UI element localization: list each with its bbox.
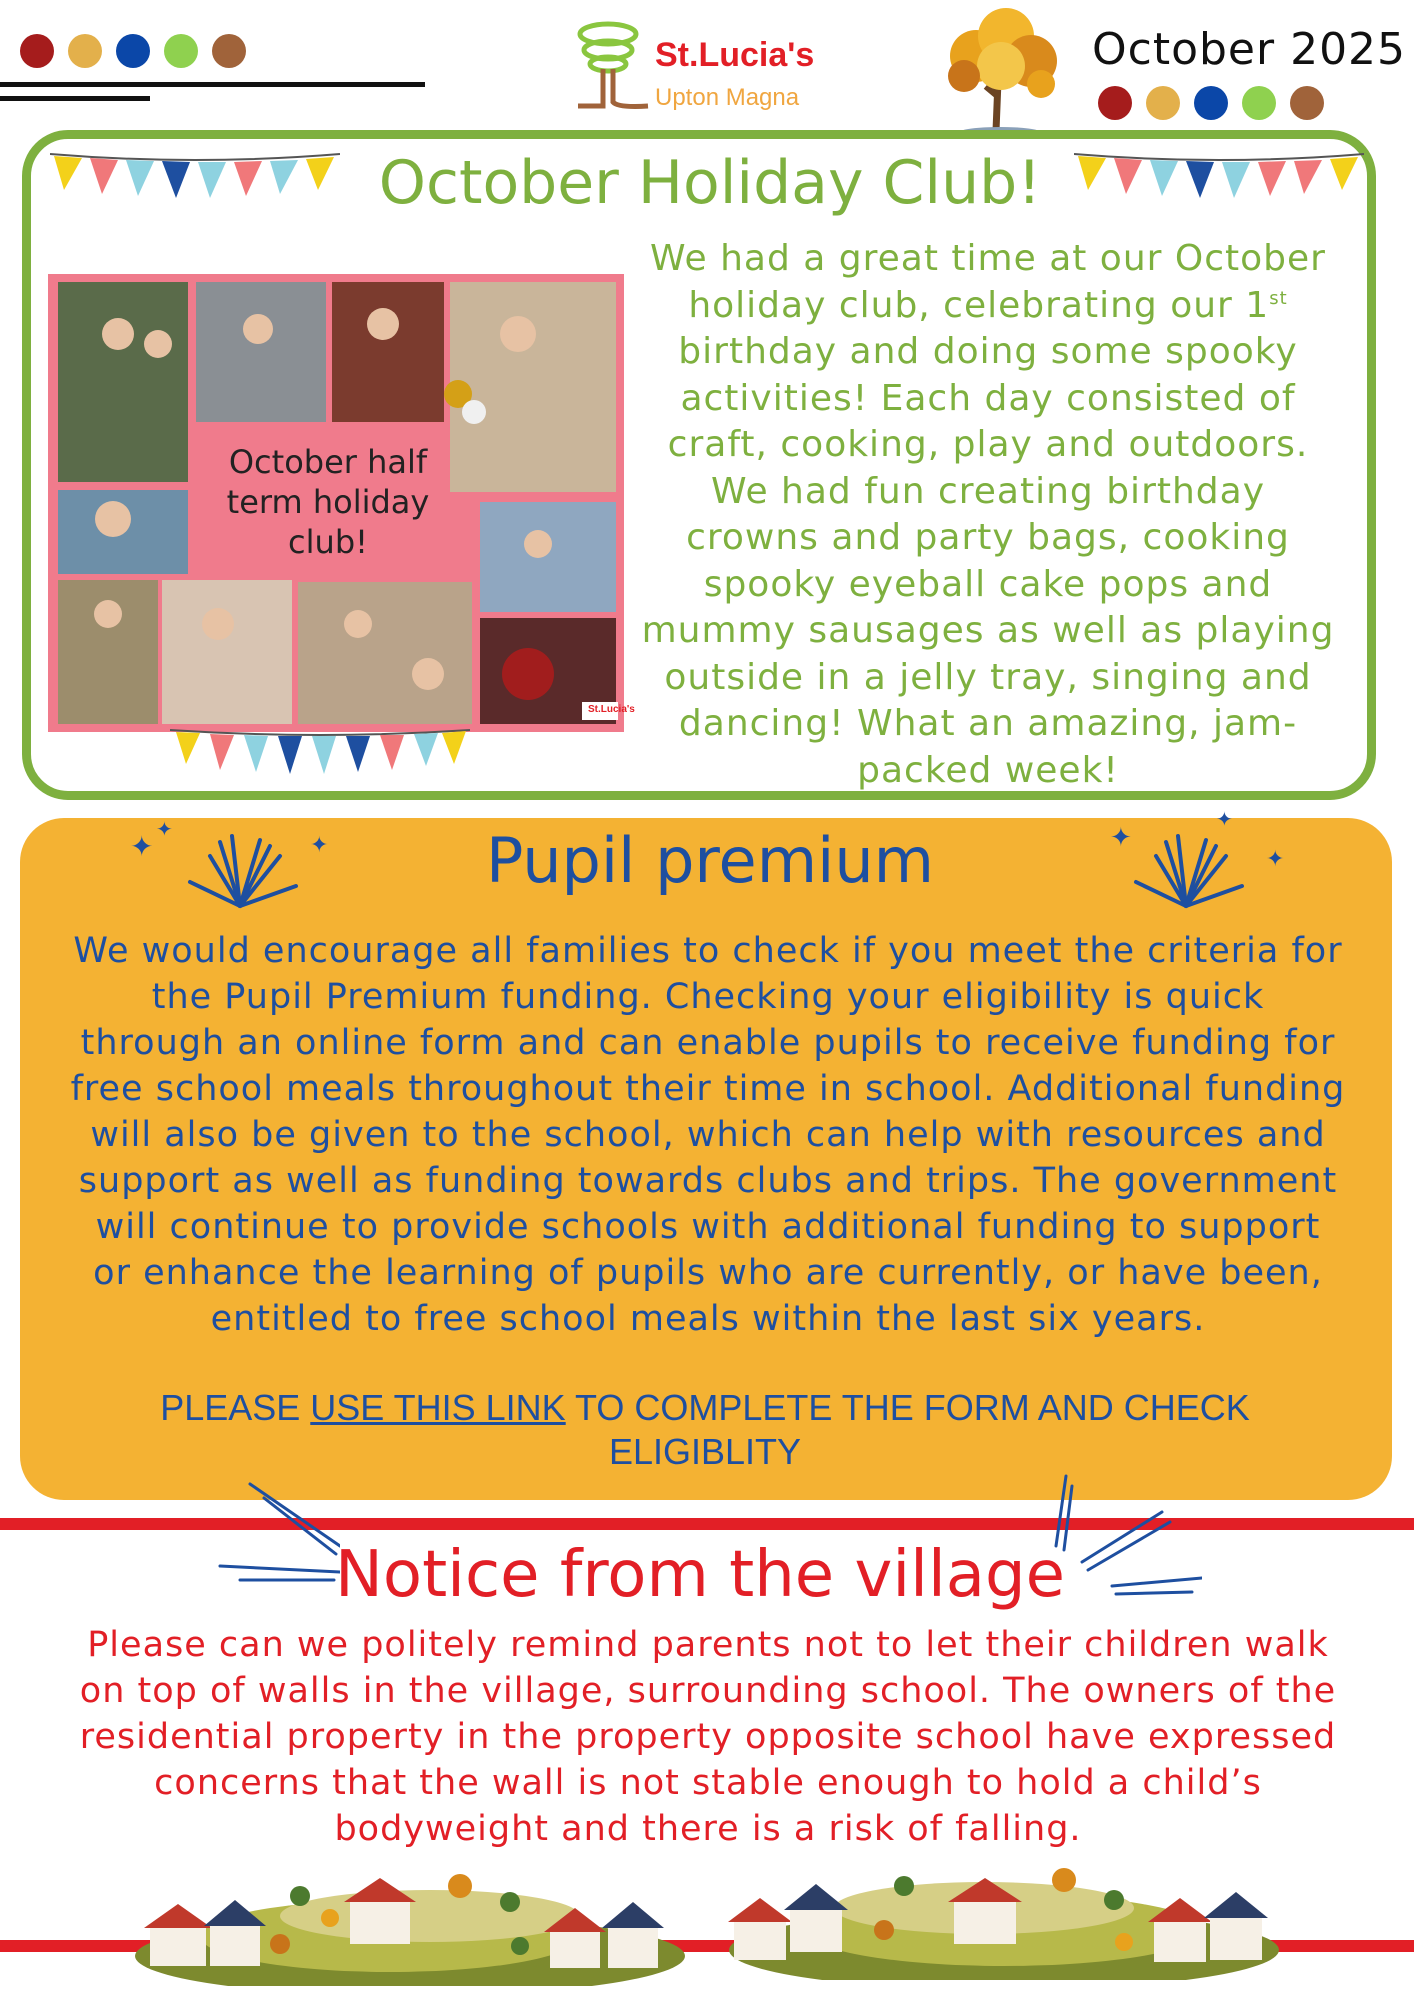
eligibility-form-link[interactable]: USE THIS LINK (310, 1387, 566, 1428)
body-line: free school meals throughout their time in school. Additional funding (70, 1069, 1346, 1109)
body-line: Please can we politely remind parents not to let their children walk (87, 1625, 1329, 1665)
collage-caption-line: club! (288, 523, 368, 561)
brand-location: Upton Magna (655, 84, 800, 111)
body-line: on top of walls in the village, surrounding school. The owners of the (79, 1671, 1337, 1711)
village-illustration-left-icon (130, 1856, 690, 1986)
header-rule-short (0, 96, 150, 101)
body-line: or enhance the learning of pupils who are currently, or have been, (93, 1253, 1323, 1293)
collage-caption-line: term holiday (226, 483, 430, 521)
dot-green (164, 34, 198, 68)
dot-brown (1290, 86, 1324, 120)
ordinal-suffix: st (1269, 287, 1288, 309)
body-line: We would encourage all families to check if you meet the criteria for (73, 931, 1343, 971)
collage-caption (198, 442, 458, 562)
svg-text:✦: ✦ (1266, 847, 1285, 872)
body-line: the Pupil Premium funding. Checking your eligibility is quick (151, 977, 1265, 1017)
body-line: packed week! (857, 749, 1119, 791)
village-illustration-right-icon (724, 1850, 1284, 1980)
bunting-left-icon (50, 150, 340, 210)
dot-green (1242, 86, 1276, 120)
collage-caption-line: October half (228, 443, 428, 481)
village-notice-body (30, 1622, 1386, 1852)
body-line: crowns and party bags, cooking (686, 517, 1290, 558)
body-line: craft, cooking, play and outdoors. (667, 424, 1309, 465)
brand-name: St.Lucia's (655, 36, 815, 74)
header-rule (0, 82, 425, 87)
body-line: We had fun creating birthday (710, 470, 1266, 512)
body-line: We had a great time at our October (650, 238, 1326, 279)
body-line: support as well as funding towards clubs and trips. The government (78, 1161, 1338, 1201)
village-notice-title: Notice from the village (335, 1538, 1065, 1612)
body-line: bodyweight and there is a risk of falling. (334, 1809, 1082, 1849)
dot-red (1098, 86, 1132, 120)
pupil-premium-call-to-action (120, 1386, 1290, 1474)
svg-text:✦: ✦ (156, 817, 173, 841)
bunting-right-icon (1074, 150, 1364, 210)
body-line: birthday and doing some spooky (678, 331, 1298, 372)
body-line: holiday club, celebrating our 1 (688, 284, 1270, 326)
body-line: residential property in the property opposite school have expressed (79, 1717, 1337, 1757)
autumn-tree-icon (936, 6, 1066, 138)
holiday-club-body (628, 236, 1348, 794)
svg-text:✦: ✦ (1216, 807, 1233, 831)
collage-logo-text: St.Lucia's (588, 704, 635, 715)
bunting-bottom-icon (170, 726, 470, 786)
dot-mustard (68, 34, 102, 68)
cta-text: PLEASE (160, 1387, 311, 1428)
header-color-dots (20, 34, 246, 68)
cta-line (120, 1386, 1290, 1430)
fireworks-left-icon (120, 806, 350, 916)
holiday-club-collage (48, 274, 635, 732)
body-line: activities! Each day consisted of (680, 377, 1296, 419)
body-line: mummy sausages as well as playing (641, 610, 1335, 651)
body-line: spooky eyeball cake pops and (703, 563, 1273, 605)
body-line: outside in a jelly tray, singing and (664, 656, 1312, 698)
dot-blue (116, 34, 150, 68)
body-line: concerns that the wall is not stable enough to hold a child’s (154, 1763, 1262, 1803)
cta-line-2: ELIGIBLITY (608, 1431, 802, 1472)
cta-text: TO COMPLETE THE FORM AND CHECK (565, 1387, 1250, 1428)
svg-text:✦: ✦ (310, 833, 329, 858)
body-line: will also be given to the school, which can help with resources and (90, 1115, 1326, 1155)
dot-brown (212, 34, 246, 68)
dot-mustard (1146, 86, 1180, 120)
body-line: will continue to provide schools with additional funding to support (95, 1207, 1321, 1247)
date-color-dots (1098, 86, 1324, 120)
body-line: through an online form and can enable pupils to receive funding for (80, 1023, 1336, 1063)
dot-blue (1194, 86, 1228, 120)
body-line: dancing! What an amazing, jam- (678, 703, 1298, 744)
svg-text:✦: ✦ (130, 830, 154, 863)
fireworks-right-icon (1066, 806, 1296, 916)
newsletter-date: October 2025 (1092, 24, 1407, 75)
pupil-premium-title: Pupil premium (485, 824, 935, 897)
dot-red (20, 34, 54, 68)
svg-text:✦: ✦ (1110, 823, 1132, 853)
holiday-club-title: October Holiday Club! (378, 148, 1042, 218)
body-line: entitled to free school meals within the last six years. (210, 1299, 1206, 1339)
pupil-premium-body (28, 928, 1388, 1342)
body-line-ordinal (628, 283, 1348, 330)
